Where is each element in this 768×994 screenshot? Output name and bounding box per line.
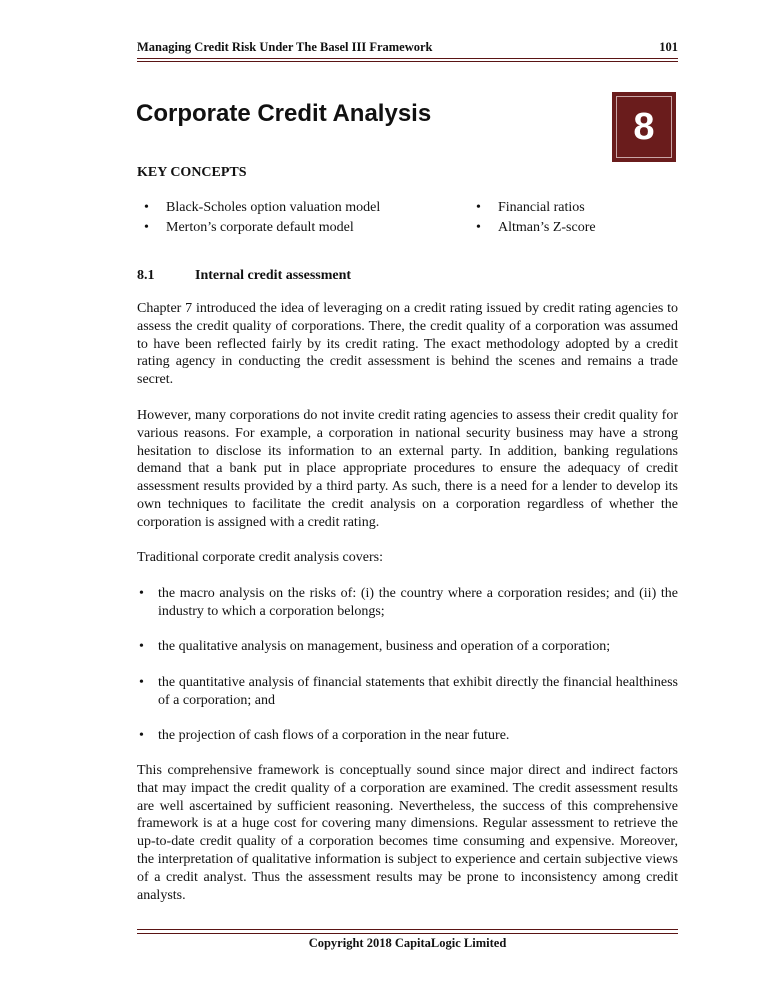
list-item: • the quantitative analysis of financial statements that exhibit directly the financial healthiness of a corporation; and <box>137 674 678 710</box>
paragraph: However, many corporations do not invite credit rating agencies to assess their credit quality for various reasons. For example, a corporation in national security business may have a strong hesitation to disclose its information to an external party. In addition, banking regulations demand that a bank put in place appropriate procedures to ensure the adequacy of credit assessment results provided by a third party. As such, there is a need for a lender to develop its own techniques to facilitate the credit analysis on a corporation regardless of whether the corporation is assigned with a credit rating. <box>137 408 678 530</box>
key-concept-item: • Black-Scholes option valuation model <box>140 198 380 218</box>
key-concepts-list-left <box>140 198 380 238</box>
list-item: • the projection of cash flows of a corporation in the near future. <box>137 727 678 745</box>
key-concept-item: • Altman’s Z-score <box>472 218 596 238</box>
chapter-number-badge: 8 <box>612 92 676 162</box>
list-item: • the macro analysis on the risks of: (i) the country where a corporation resides; and (ii) the industry to which a corporation belongs; <box>137 585 678 621</box>
section-number: 8.1 <box>137 268 155 283</box>
book-title: Managing Credit Risk Under The Basel III Framework <box>137 40 433 54</box>
footer-copyright: Copyright 2018 CapitaLogic Limited <box>308 936 507 950</box>
paragraph: Chapter 7 introduced the idea of leveraging on a credit rating issued by credit rating agencies to assess the credit quality of corporations. There, the credit quality of a corporation was assumed to have been reflected fairly by its credit rating. The exact methodology adopted by a credit rating agency in conducting the credit assessment is behind the scenes and remains a trade secret. <box>137 301 678 388</box>
key-concept-item: • Merton’s corporate default model <box>140 218 380 238</box>
chapter-title: Corporate Credit Analysis <box>136 100 432 127</box>
page-number: 101 <box>659 40 678 54</box>
paragraph: This comprehensive framework is conceptually sound since major direct and indirect factors that may impact the credit quality of a corporation are examined. The credit assessment results are well ascertained by sufficient reasoning. Nevertheless, the success of this comprehensive framework is at a huge cost for covering many dimensions. Regular assessment to retrieve the up-to-date credit quality of a corporation becomes time consuming and expensive. Moreover, the interpretation of qualitative information is subject to experience and certain subjective views of a credit analyst. Thus the assessment results may be prone to inconsistency among credit analysts. <box>137 763 678 903</box>
key-concept-item: • Financial ratios <box>472 198 596 218</box>
section-heading <box>137 268 351 284</box>
running-header <box>137 40 678 59</box>
section-title: Internal credit assessment <box>195 268 352 283</box>
footer-divider <box>137 929 678 934</box>
key-concepts-list-right <box>472 198 596 238</box>
list-item: • the qualitative analysis on management, business and operation of a corporation; <box>137 638 678 656</box>
key-concepts-heading: KEY CONCEPTS <box>137 165 247 180</box>
paragraph: Traditional corporate credit analysis covers: <box>137 550 383 565</box>
